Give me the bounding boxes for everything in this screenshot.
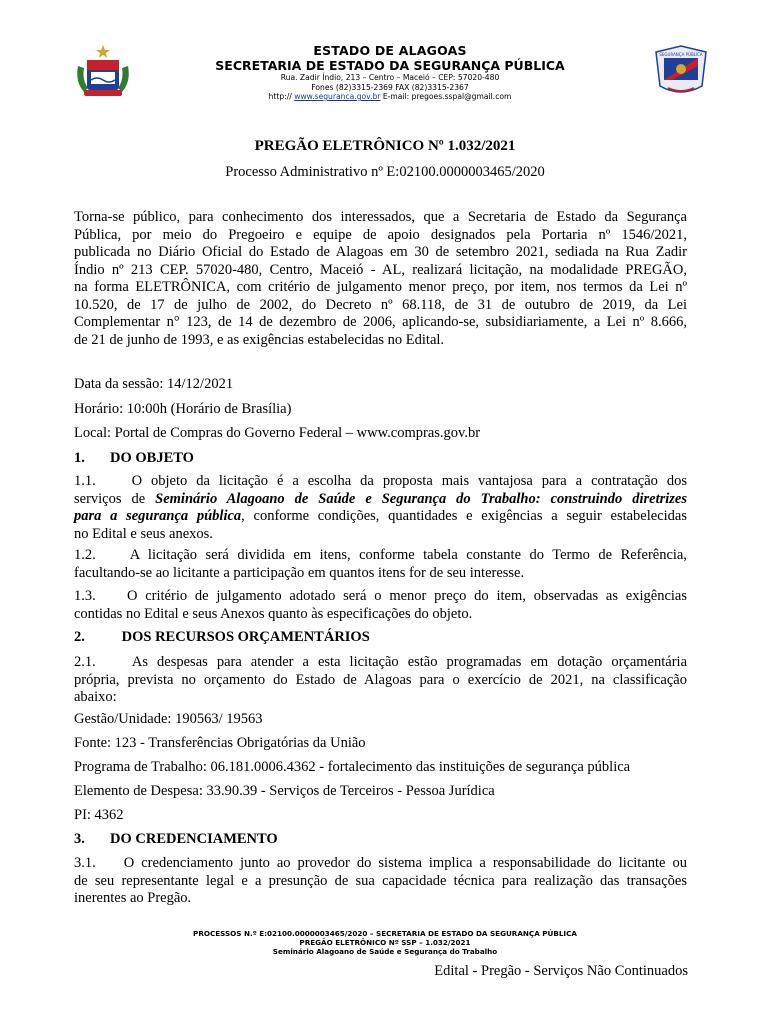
clause-line: de seu representante legal e a presunção de sua capacidade técnica para realização das transações <box>74 872 687 889</box>
budget-source: Fonte: 123 - Transferências Obrigatórias da União <box>74 735 366 751</box>
clause-line: contidas no Edital e seus Anexos quanto às especificações do objeto. <box>74 605 473 622</box>
intro-line: Índio nº 213 CEP. 57020-480, Centro, Maceió - AL, realizará licitação, na modalidade PREGÃO, <box>74 261 687 278</box>
footer-edital-label: Edital - Pregão - Serviços Não Continuados <box>434 963 688 979</box>
intro-line: publicada no Diário Oficial do Estado de Alagoas em 30 de setembro 2021, sediada na Rua Zadir <box>74 244 687 260</box>
event-name: Seminário Alagoano de Saúde e Segurança do Trabalho: construindo diretrizes <box>155 490 687 507</box>
section-title: DO CREDENCIAMENTO <box>110 831 278 847</box>
budget-unit: Gestão/Unidade: 190563/ 19563 <box>74 711 263 727</box>
alagoas-coat-of-arms-icon <box>74 44 132 100</box>
section-2-heading <box>74 629 370 647</box>
clause-1-2 <box>74 547 687 582</box>
clause-line: abaixo: <box>74 689 117 705</box>
clause-line: 1.1. O objeto da licitação é a escolha da proposta mais vantajosa para a contratação dos <box>74 473 687 489</box>
intro-line: Torna-se público, para conhecimento dos interessados, que a Secretaria de Estado da Segurança <box>74 209 687 225</box>
section-number: 1. <box>74 450 85 466</box>
footer-seminar: Seminário Alagoano de Saúde e Segurança do Trabalho <box>272 947 498 956</box>
header-contact <box>160 92 620 101</box>
header-state: ESTADO DE ALAGOAS <box>313 43 467 58</box>
section-number: 2. <box>74 629 85 645</box>
intro-paragraph <box>74 209 687 349</box>
section-3-heading <box>74 831 278 849</box>
section-title: DO OBJETO <box>110 450 194 466</box>
session-date: Data da sessão: 14/12/2021 <box>74 376 234 392</box>
intro-line: Pública, por meio do Pregoeiro e equipe de apoio designados pela Portaria nº 1546/2021, <box>74 226 687 243</box>
header-address: Rua. Zadir Índio, 213 – Centro – Maceió – CEP: 57020-480 <box>280 73 500 82</box>
clause-line: 2.1. As despesas para atender a esta licitação estão programadas em dotação orçamentária <box>74 654 687 670</box>
intro-line: de 21 de junho de 1993, e as exigências estabelecidas no Edital. <box>74 331 445 348</box>
email-text: E-mail: pregoes.sspal@gmail.com <box>382 92 512 101</box>
public-security-emblem-icon <box>650 44 712 100</box>
website-link[interactable]: www.seguranca.gov.br <box>294 92 381 101</box>
budget-expense-element: Elemento de Despesa: 33.90.39 - Serviços de Terceiros - Pessoa Jurídica <box>74 783 495 799</box>
process-number: Processo Administrativo nº E:02100.0000003465/2020 <box>225 164 545 180</box>
session-time: Horário: 10:00h (Horário de Brasília) <box>74 401 292 417</box>
section-title: DOS RECURSOS ORÇAMENTÁRIOS <box>121 629 370 645</box>
section-1-heading <box>74 450 194 468</box>
session-place: Local: Portal de Compras do Governo Federal – www.compras.gov.br <box>74 425 481 441</box>
web-prefix: http:// <box>268 92 292 101</box>
clause-line: 1.2. A licitação será dividida em itens, conforme tabela constante do Termo de Referência, <box>74 547 687 563</box>
event-name-cont: para a segurança pública <box>74 508 242 524</box>
clause-line: 3.1. O credenciamento junto ao provedor do sistema implica a responsabilidade do licitante ou <box>74 855 687 871</box>
clause-line: para a segurança pública, conforme condições, quantidades e exigências a seguir estabelecidas <box>74 508 687 524</box>
footer-process: PROCESSOS N.º E:02100.0000003465/2020 – SECRETARIA DE ESTADO DA SEGURANÇA PÚBLICA <box>193 929 577 938</box>
clause-line: própria, prevista no orçamento do Estado de Alagoas para o exercício de 2021, na classificação <box>74 671 687 688</box>
clause-3-1 <box>74 855 687 908</box>
intro-line: na forma ELETRÔNICA, com critério de julgamento menor preço, por item, nos termos da Lei nº <box>74 279 687 295</box>
section-number: 3. <box>74 831 85 847</box>
clause-line: inerentes ao Pregão. <box>74 890 192 906</box>
clause-1-1 <box>74 473 687 543</box>
header-secretariat: SECRETARIA DE ESTADO DA SEGURANÇA PÚBLICA <box>215 58 565 73</box>
footer-pregao: PREGÃO ELETRÔNICO Nº SSP – 1.032/2021 <box>299 938 471 947</box>
clause-line: facultando-se ao licitante a participação em quantos itens for de seu interesse. <box>74 564 525 581</box>
clause-line: no Edital e seus anexos. <box>74 525 213 542</box>
clause-1-3 <box>74 588 687 623</box>
budget-program: Programa de Trabalho: 06.181.0006.4362 - fortalecimento das instituições de segurança pública <box>74 759 631 775</box>
emblem-label: SEGURANÇA PÚBLICA <box>659 52 703 57</box>
header-phones: Fones (82)3315-2369 FAX (82)3315-2367 <box>311 83 469 92</box>
clause-2-1 <box>74 654 687 707</box>
page-title: PREGÃO ELETRÔNICO Nº 1.032/2021 <box>254 138 516 154</box>
budget-pi: PI: 4362 <box>74 807 124 823</box>
letterhead <box>0 0 770 120</box>
clause-line: serviços de Seminário Alagoano de Saúde e Segurança do Trabalho: construindo diretrizes <box>74 490 687 507</box>
intro-line: Complementar n° 123, de 14 de dezembro de 2006, aplicando-se, subsidiariamente, a Lei nº 8.666, <box>74 314 687 330</box>
intro-line: 10.520, de 17 de julho de 2002, do Decreto nº 68.118, de 31 de outubro de 2019, da Lei <box>74 296 687 313</box>
clause-line: 1.3. O critério de julgamento adotado será o menor preço do item, observadas as exigências <box>74 588 687 604</box>
